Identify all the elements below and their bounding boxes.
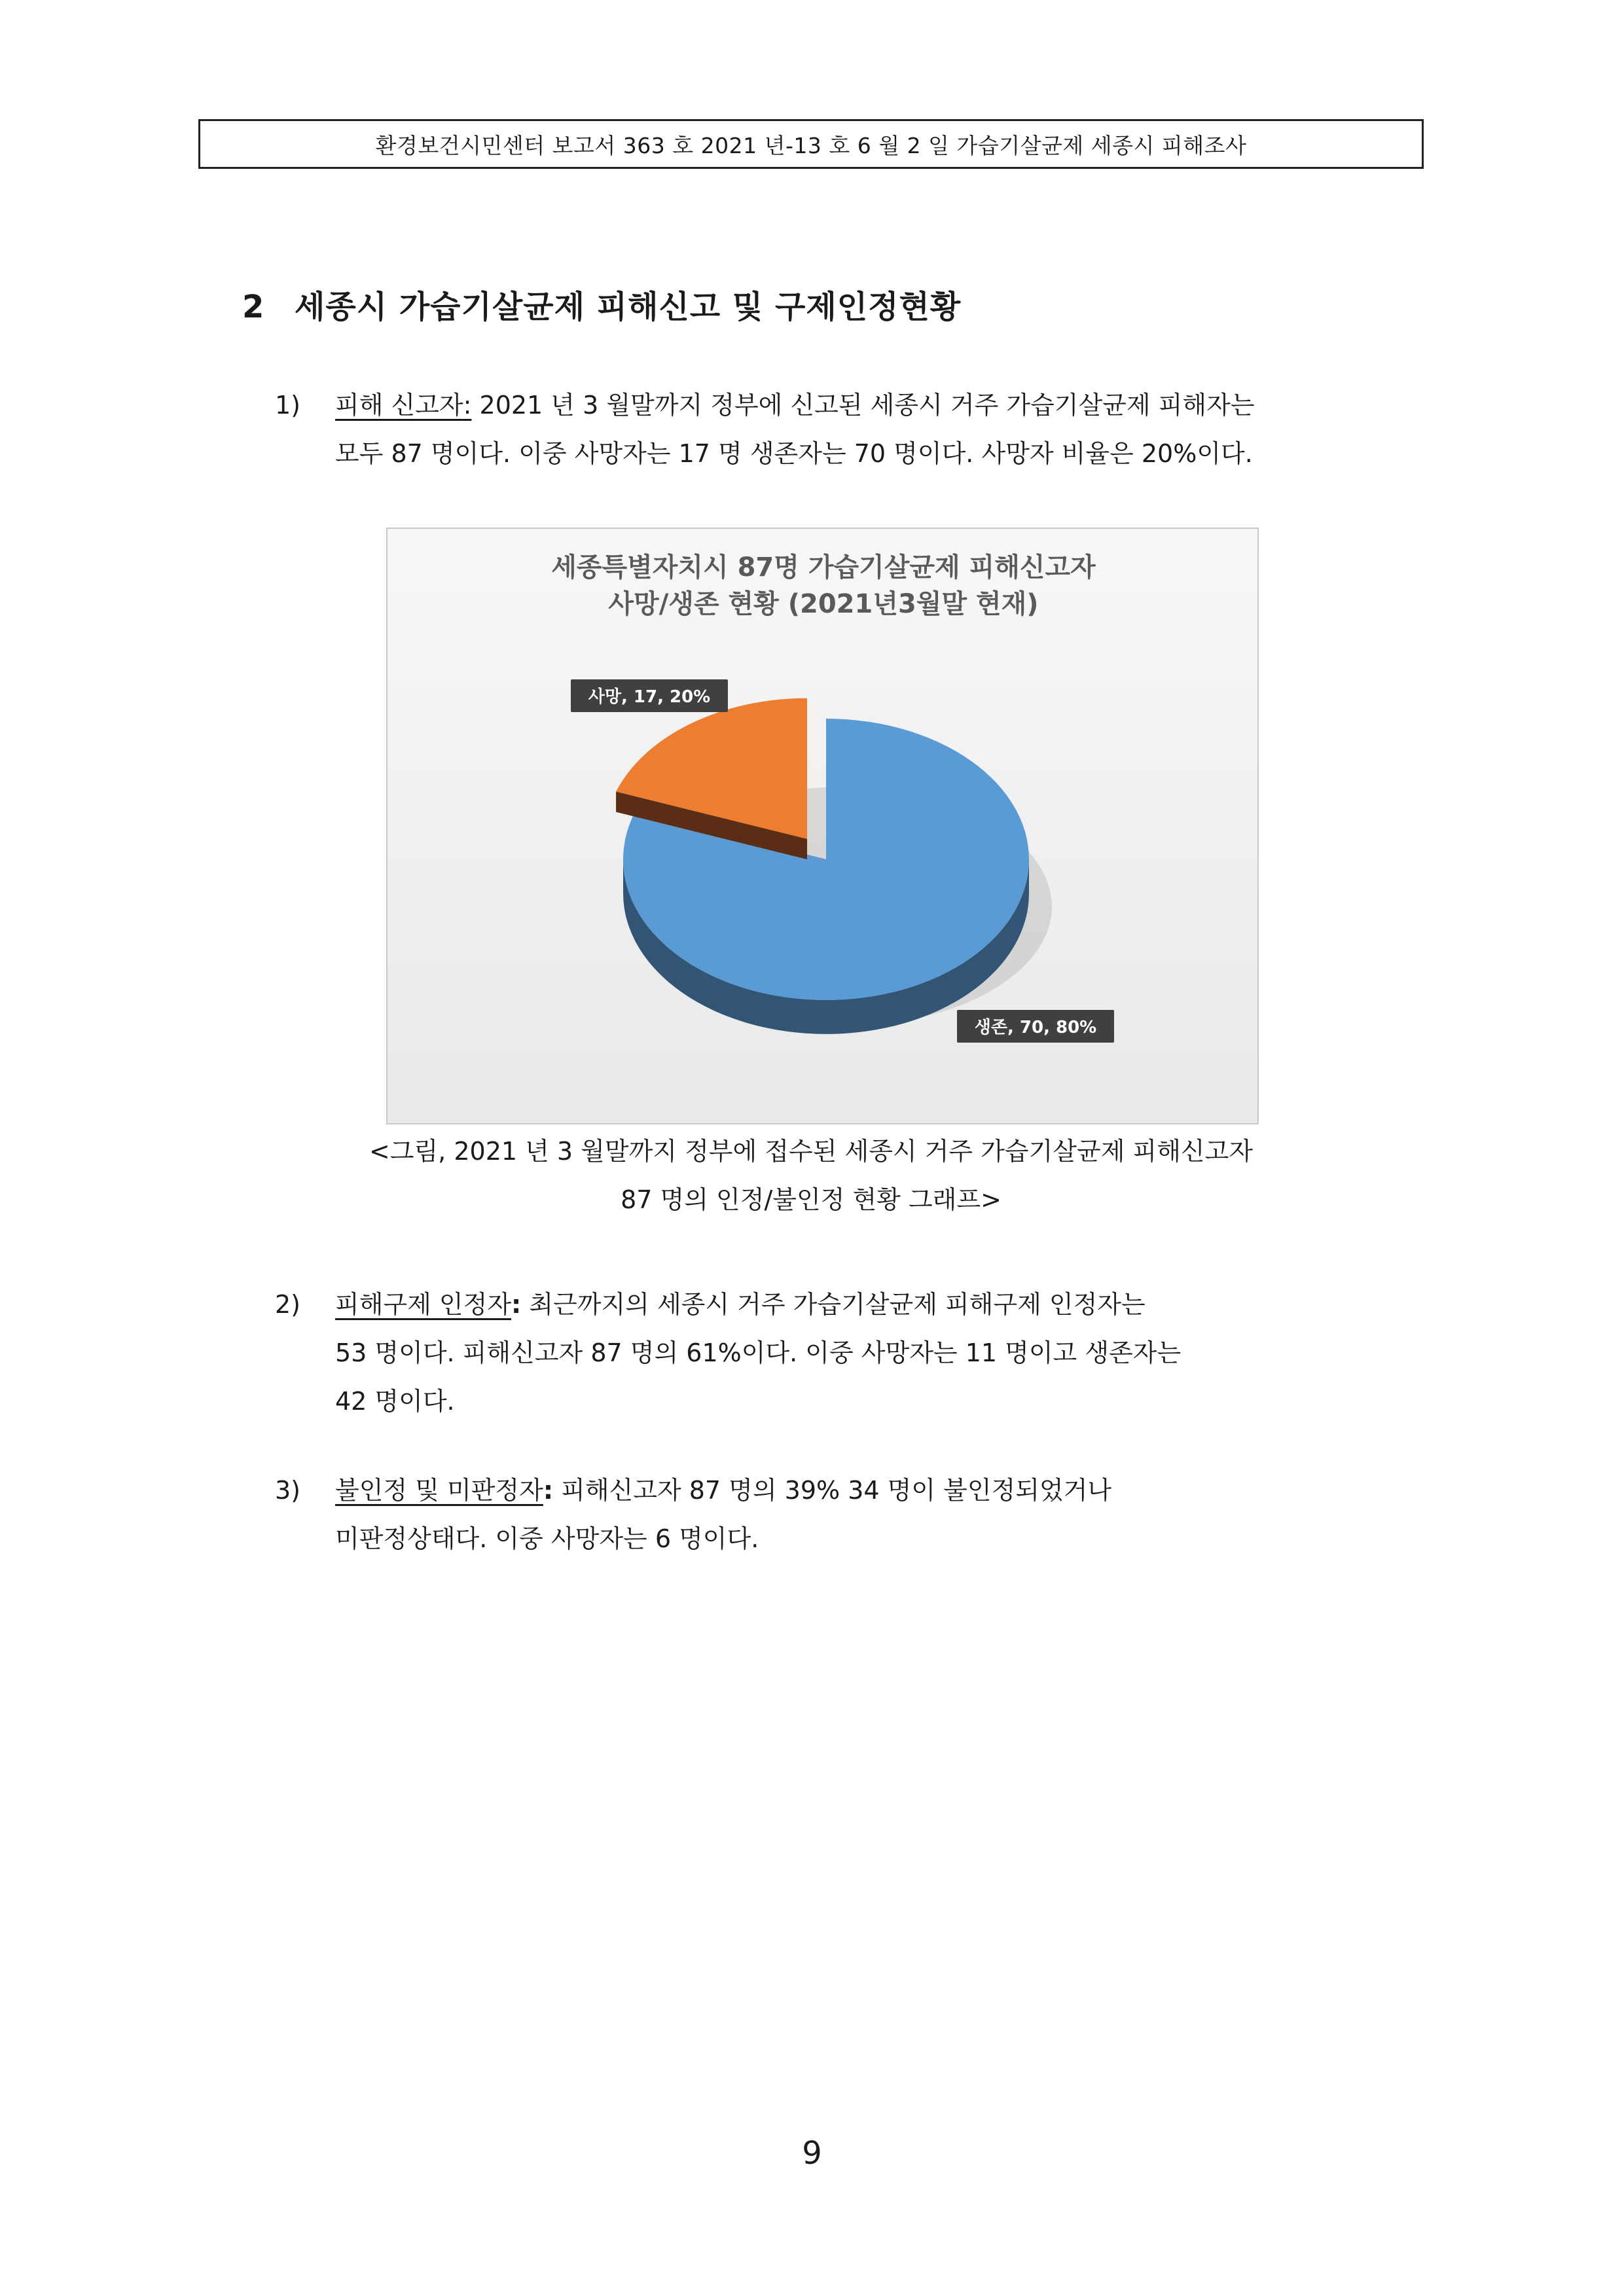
item-colon: :	[543, 1476, 554, 1505]
item-text: 미판정상태다. 이중 사망자는 6 명이다.	[335, 1524, 759, 1553]
caption-line: <그림, 2021 년 3 월말까지 정부에 접수된 세종시 거주 가습기살균제 피해신고자	[369, 1137, 1254, 1166]
item-label: 피해구제 인정자	[335, 1290, 512, 1319]
item-label: 피해 신고자:	[335, 391, 472, 420]
pie-chart-svg	[388, 529, 1260, 1126]
section-title-text: 세종시 가습기살균제 피해신고 및 구제인정현황	[295, 289, 962, 325]
list-marker: 3)	[275, 1476, 301, 1505]
figure-caption	[198, 1127, 1424, 1224]
chart-title: 세종특별자치시 87명 가습기살균제 피해신고자	[551, 552, 1096, 583]
item-text: 피해신고자 87 명의 39% 34 명이 불인정되었거나	[553, 1476, 1112, 1505]
data-label-death-text: 사망, 17, 20%	[588, 687, 711, 707]
item-colon: :	[511, 1290, 522, 1319]
section-number: 2	[242, 289, 265, 325]
item-text: 모두 87 명이다. 이중 사망자는 17 명 생존자는 70 명이다. 사망자 비율은 20%이다.	[335, 439, 1253, 468]
report-header-text: 환경보건시민센터 보고서 363 호 2021 년-13 호 6 월 2 일 가습기살균제 세종시 피해조사	[375, 132, 1247, 158]
data-label-survive-text: 생존, 70, 80%	[974, 1018, 1097, 1037]
list-marker: 1)	[275, 391, 301, 420]
report-header	[198, 119, 1424, 169]
item-text: 53 명이다. 피해신고자 87 명의 61%이다. 이중 사망자는 11 명이고 생존자는	[335, 1338, 1182, 1367]
list-marker: 2)	[275, 1290, 301, 1319]
item-text: 최근까지의 세종시 거주 가습기살균제 피해구제 인정자는	[521, 1290, 1146, 1319]
item-label: 불인정 및 미판정자	[335, 1476, 543, 1505]
data-label-death	[571, 679, 728, 712]
chart-subtitle: 사망/생존 현황 (2021년3월말 현재)	[608, 589, 1039, 619]
section-title	[242, 281, 961, 327]
item-text: 2021 년 3 월말까지 정부에 신고된 세종시 거주 가습기살균제 피해자는	[471, 391, 1255, 420]
page-number: 9	[802, 2135, 822, 2172]
pie-chart	[386, 528, 1259, 1124]
item-text: 42 명이다.	[335, 1387, 455, 1416]
caption-line: 87 명의 인정/불인정 현황 그래프>	[621, 1185, 1001, 1214]
data-label-survive	[957, 1010, 1114, 1043]
